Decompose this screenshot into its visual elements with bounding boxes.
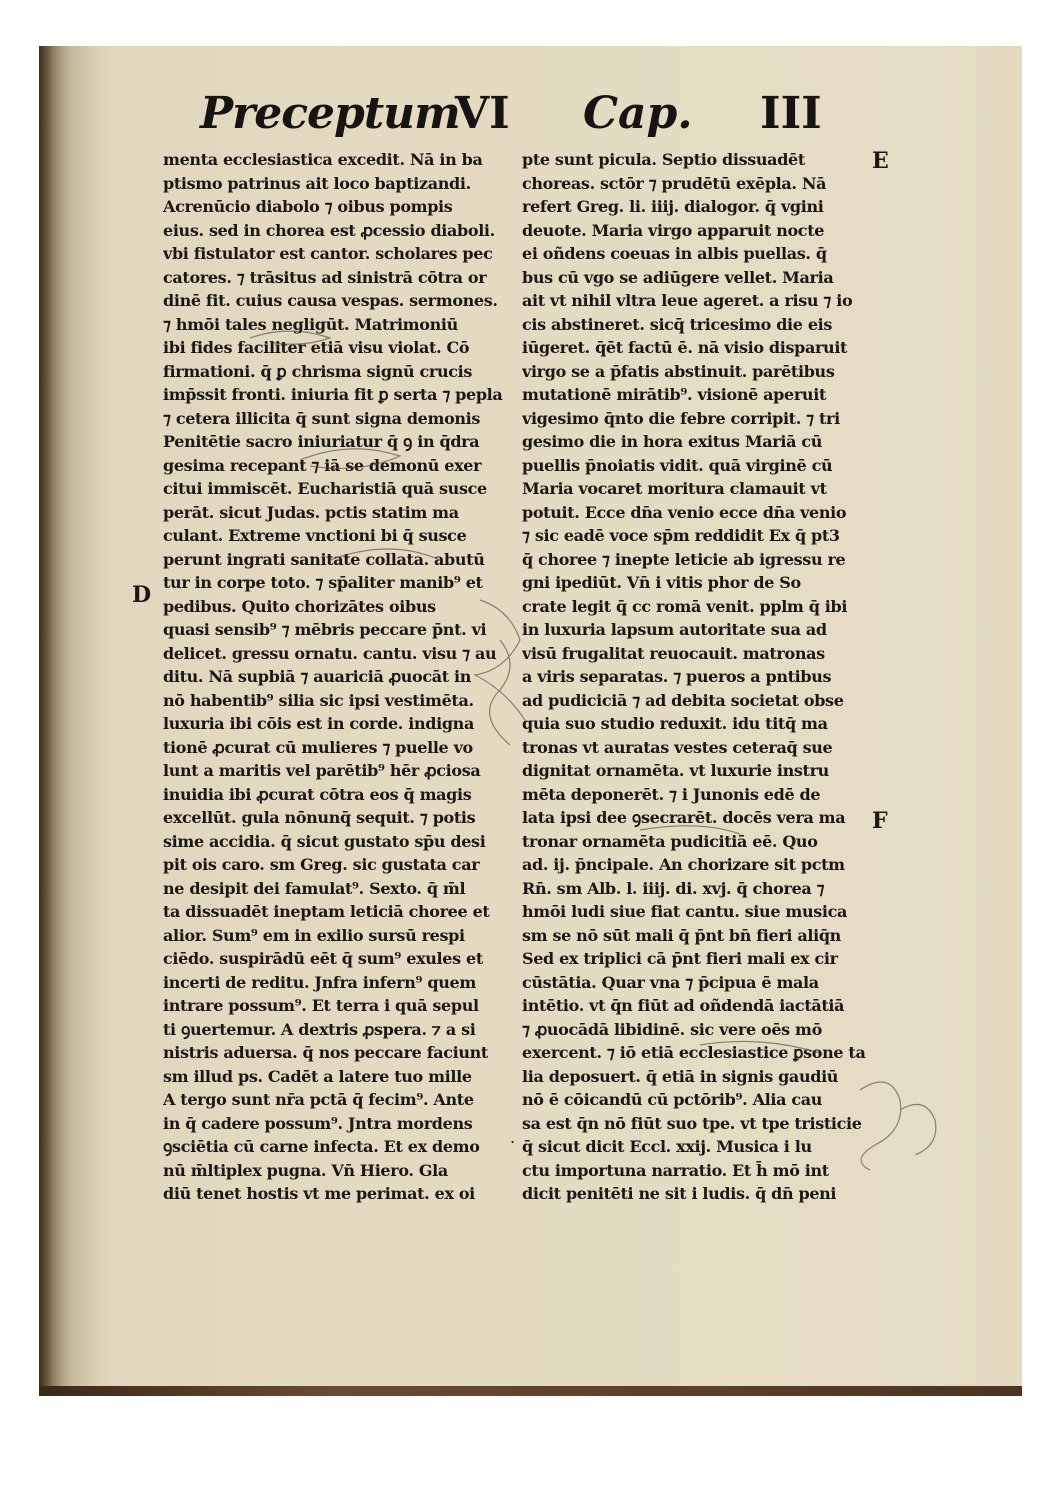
right-column-line: q̄ choree ⁊ inepte leticie ab igressu re [522,549,846,569]
right-column-line: potuit. Ecce dn̄a venio ecce dn̄a venio [522,502,847,522]
annotation-scribble-2 [300,449,400,469]
left-column-line: pedibus. Quito chorizātes oibus [163,596,436,616]
right-column-line: choreas. sctōr ⁊ prudētū exēpla. Nā [522,173,827,193]
left-column-line: ibi fides faciliter etiā visu violat. Cō [163,338,470,357]
right-column-line: dicit penitēti ne sit i ludis. q̄ dn̄ peni [522,1184,837,1203]
left-column-line: A tergo sunt nr̄a pctā q̄ fecim⁹. Ante [163,1090,474,1109]
right-column-line: gni ipediūt. Vn̄ i vitis phor de So [522,573,801,592]
left-column-line: ditu. Nā supbiā ⁊ auariciā ꝓuocāt in [163,667,472,686]
right-column-line: Sed ex triplici cā p̄nt fieri mali ex cir [522,949,838,968]
right-column-line: visū frugalitat reuocauit. matronas [522,643,825,663]
left-column-line: alior. Sum⁹ em in exilio sursū respi [163,925,465,945]
right-column-line: cūstātia. Quar vna ⁊ p̄cipua ē mala [522,972,819,992]
left-column-line: pit ois caro. sm Greg. sic gustata car [163,855,480,874]
right-column-line: sa est q̄n nō fiūt suo tpe. vt tpe tristicie [522,1113,862,1133]
left-column-line: ⁊ cetera illicita q̄ sunt signa demonis [163,408,481,428]
marginal-dot: . [510,1128,516,1147]
left-column-line: vbi fistulator est cantor. scholares pec [163,244,493,263]
left-column-line: tur in corpe toto. ⁊ sp̄aliter manib⁹ et [163,573,483,592]
left-column-line: nō habentib⁹ silia sic ipsi vestimēta. [163,690,474,710]
right-column-line: ei oñdens coeuas in albis puellas. q̄ [522,244,827,263]
left-column-line: ꝯsciētia cū carne infecta. Et ex demo [163,1137,480,1156]
left-column-line: diū tenet hostis vt me perimat. ex oi [163,1184,475,1203]
right-column-line: refert Greg. li. iiij. dialogor. q̄ vgini [522,197,824,216]
left-column-line: dinē fit. cuius causa vespas. sermones. [163,291,498,310]
left-column-line: culant. Extreme vnctioni bi q̄ susce [163,526,467,545]
left-column-line: ne desipit dei famulat⁹. Sexto. q̄ m̄l [163,878,466,898]
left-column-line: ciēdo. suspirādū eēt q̄ sum⁹ exules et [163,949,483,968]
left-column-line: in q̄ cadere possum⁹. Jntra mordens [163,1113,473,1133]
left-column-line: ptismo patrinus ait loco baptizandi. [163,173,471,193]
right-column-line: in luxuria lapsum autoritate sua ad [522,620,827,639]
left-column-line: ti ꝯuertemur. A dextris ꝓspera. ⁊ a si [163,1019,476,1039]
left-column-line: ⁊ hmōi tales negligūt. Matrimoniū [163,314,458,334]
right-column-line: lia deposuert. q̄ etiā in signis gaudiū [522,1066,839,1086]
right-column-line: dignitat ornamēta. vt luxurie instru [522,761,829,780]
right-column-line: hmōi ludi siue fiat cantu. siue musica [522,902,848,921]
right-column-line: bus cū vgo se adiūgere vellet. Maria [522,267,834,287]
left-column-line: sime accidia. q̄ sicut gustato sp̄u desi [163,831,486,851]
header-chapter-number: III [760,88,822,139]
right-column-line: tronas vt auratas vestes ceteraq̄ sue [522,737,833,757]
margin-letter-e: E [872,148,889,174]
annotation-flourish-3 [860,1082,901,1170]
right-column-line: deuote. Maria virgo apparuit nocte [522,220,825,240]
left-column-line: perāt. sicut Judas. pctis statim ma [163,502,459,522]
left-column-line: imp̄ssit fronti. iniuria fit ꝑ serta ⁊ pepla [163,385,503,404]
right-column-line: iūgeret. q̄ēt factū ē. nā visio disparuit [522,338,848,357]
left-column-line: quasi sensib⁹ ⁊ mēbris peccare p̄nt. vi [163,620,487,639]
right-column-line: gesimo die in hora exitus Mariā cū [522,432,822,451]
right-column-line: Maria vocaret moritura clamauit vt [522,479,827,498]
right-column-line: ad. ij. p̄ncipale. An chorizare sit pctm [522,855,845,874]
right-column-line: vigesimo q̄nto die febre corripit. ⁊ tri [522,408,840,428]
right-column-line: crate legit q̄ cc romā venit. pplm q̄ ibi [522,596,848,616]
left-column-line: citui immiscēt. Eucharistiā quā susce [163,479,487,498]
right-column-line: nō ē cōicandū cū pctōrib⁹. Alia cau [522,1090,823,1109]
header-title: Preceptum [200,88,460,139]
right-column-line: a viris separatas. ⁊ pueros a pntibus [522,667,832,686]
annotation-flourish-2 [490,640,510,745]
annotation-scribble-3 [330,549,440,560]
right-column-line: pte sunt picula. Septio dissuadēt [522,150,805,169]
right-column-line: ad pudiciciā ⁊ ad debita societat obse [522,690,844,710]
left-column-line: eius. sed in chorea est ꝓcessio diaboli. [163,220,495,240]
left-column-line: excellūt. gula nōnunq̄ sequit. ⁊ potis [163,808,476,827]
left-column-line: luxuria ibi cōis est in corde. indigna [163,714,474,733]
right-column-line: tronar ornamēta pudicitiā eē. Quo [522,831,818,851]
right-column-line: mutationē mirātib⁹. visionē aperuit [522,385,826,404]
left-column-line: tionē ꝓcurat cū mulieres ⁊ puelle vo [163,737,473,757]
annotation-scribble-1 [250,331,330,344]
left-column-line: lunt a maritis vel parētib⁹ hēr ꝓciosa [163,761,481,780]
right-column-line: exercent. ⁊ iō etiā ecclesiastice ꝑsone ta [522,1043,866,1062]
left-column-line: Acrenūcio diabolo ⁊ oibus pompis [163,197,453,216]
right-column-line: cis abstineret. sicq̄ tricesimo die eis [522,314,833,334]
right-column-line: ait vt nihil vltra leue ageret. a risu ⁊ io [522,291,853,310]
left-column-line: delicet. gressu ornatu. cantu. visu ⁊ au [163,643,497,663]
right-column-line: sm se nō sūt mali q̄ p̄nt bn̄ fieri aliq̄n [522,925,841,945]
right-column-line: lata ipsi dee ꝯsecrarēt. docēs vera ma [522,808,846,827]
left-column-line: sm illud ps. Cadēt a latere tuo mille [163,1066,472,1086]
left-column-line: gesima recepant ⁊ iā se demonū exer [163,455,482,475]
right-column-line: virgo se a p̄fatis abstinuit. parētibus [522,361,835,381]
left-column-line: incerti de reditu. Jnfra infern⁹ quem [163,972,476,992]
left-column-line: nū m̄ltiplex pugna. Vn̄ Hiero. Gla [163,1160,448,1180]
annotation-underline-2 [700,1041,820,1053]
annotation-flourish-1 [475,600,525,720]
right-column-line: Rn̄. sm Alb. l. iiij. di. xvj. q̄ chorea ⁊ [522,878,825,898]
margin-letter-d: D [132,582,152,608]
left-column-line: inuidia ibi ꝓcurat cōtra eos q̄ magis [163,784,472,804]
left-column-line: ta dissuadēt ineptam leticiā choree et [163,902,490,921]
left-column-line: catores. ⁊ trāsitus ad sinistrā cōtra or [163,267,487,287]
left-column-line: Penitētie sacro iniuriatur q̄ ꝯ in q̄dra [163,432,480,451]
header-precept-number: VI [455,88,510,139]
annotation-flourish-4 [900,1104,936,1155]
header-cap-label: Cap. [583,88,693,139]
right-column-line: q̄ sicut dicit Eccl. xxij. Musica i lu [522,1137,812,1156]
left-column-line: menta ecclesiastica excedit. Nā in ba [163,150,483,169]
right-column-line: intētio. vt q̄n fiūt ad oñdendā iactātiā [522,996,845,1015]
right-column-line: ⁊ sic eadē voce sp̄m reddidit Ex q̄ pt3 [522,526,840,545]
left-column-line: perunt ingrati sanitate collata. abutū [163,549,485,569]
right-column-line: puellis p̄noiatis vidit. quā virginē cū [522,455,833,475]
right-column-line: ⁊ ꝓuocādā libidinē. sic vere oēs mō [522,1019,822,1039]
right-column-line: quia suo studio reduxit. idu titq̄ ma [522,714,828,733]
right-column-line: mēta deponerēt. ⁊ i Junonis edē de [522,784,821,804]
left-column-line: firmationi. q̄ ꝑ chrisma signū crucis [163,361,473,381]
annotation-underline-1 [640,826,740,834]
right-column-line: ctu importuna narratio. Et h̄ mō int [522,1160,829,1180]
left-column-line: intrare possum⁹. Et terra i quā sepul [163,996,479,1015]
left-column-line: nistris aduersa. q̄ nos peccare faciunt [163,1043,488,1062]
margin-letter-f: F [872,808,888,834]
